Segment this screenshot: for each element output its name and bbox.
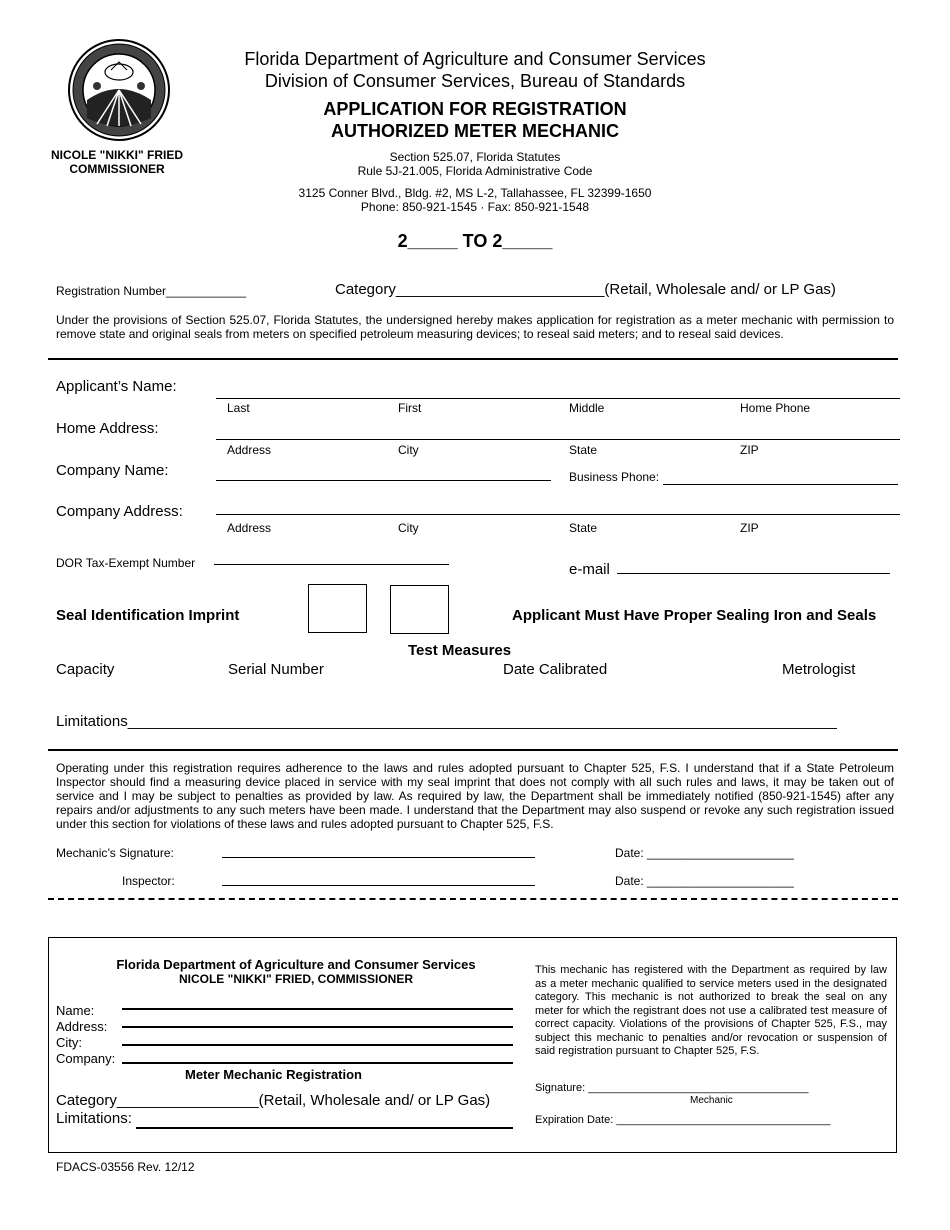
name-col-last: Last [227,401,250,415]
statute-reference: Section 525.07, Florida Statutes [389,150,561,164]
card-mechanic-caption: Mechanic [690,1095,733,1106]
col-serial-number: Serial Number [228,661,324,678]
limitations-field[interactable]: Limitations_____________________________________________________________________________________ [56,713,837,730]
commissioner-name: NICOLE "NIKKI" FRIED [50,148,184,162]
card-department: Florida Department of Agriculture and Consumer Services [116,957,476,972]
applicant-name-input[interactable] [216,379,898,397]
mechanic-signature-input[interactable] [222,840,534,858]
card-city-label: City: [56,1035,82,1050]
sealing-iron-notice: Applicant Must Have Proper Sealing Iron and Seals [512,607,877,624]
home-col-state: State [569,443,598,457]
company-name-label: Company Name: [56,462,169,479]
dor-tax-exempt-label: DOR Tax-Exempt Number [56,556,196,570]
business-phone-line [663,484,898,485]
test-measures-title: Test Measures [408,642,512,659]
home-col-city: City [398,443,419,457]
mailing-address: 3125 Conner Blvd., Bldg. #2, MS L-2, Tallahassee, FL 32399-1650 [298,186,652,200]
card-name-input[interactable] [122,990,512,1008]
inspector-signature-input[interactable] [222,868,534,886]
inspector-label: Inspector: [122,874,175,888]
col-capacity: Capacity [56,661,115,678]
email-line [617,573,890,574]
card-limitations-line [136,1127,513,1129]
contact-phone: Phone: 850-921-1545 · Fax: 850-921-1548 [360,200,590,214]
mechanic-signature-line [222,857,535,858]
card-company-line [122,1062,513,1064]
company-address-line [216,514,900,515]
seal-imprint-label: Seal Identification Imprint [56,607,240,624]
home-address-input[interactable] [216,421,898,439]
inspector-date-field[interactable]: Date: ______________________ [615,874,794,888]
name-col-first: First [398,401,422,415]
card-company-input[interactable] [122,1045,512,1063]
card-statement: This mechanic has registered with the Department as required by law as a meter mechanic qualified to service meters used in the designated category. This mechanic is not authorized to break the seal on any meter for which the registrant does not use a calibrated test measure of correct capacity. Violations of the provisions of Chapter 525, F.S., may subject this mechanic to penalties and/or revocation or suspension of said registration pursuant to Chapter 525, F.S. [535,964,887,1057]
company-name-line [216,480,551,481]
company-col-city: City [398,521,419,535]
state-seal-icon [67,38,171,142]
form-title-line1: APPLICATION FOR REGISTRATION [323,99,627,119]
card-name-label: Name: [56,1003,95,1018]
home-col-zip: ZIP [740,443,759,457]
card-city-input[interactable] [122,1027,512,1045]
registration-number-field[interactable]: Registration Number____________ [56,284,247,298]
company-address-input[interactable] [216,496,898,514]
rule-reference: Rule 5J-21.005, Florida Administrative Code [357,164,593,178]
company-address-label: Company Address: [56,503,183,520]
card-limitations-input[interactable] [136,1110,512,1128]
seal-imprint-box-1[interactable] [308,584,367,633]
commissioner-title: COMMISSIONER [69,162,165,176]
business-phone-input[interactable] [663,467,897,485]
home-address-label: Home Address: [56,420,159,437]
section-divider [48,358,898,360]
home-address-line [216,439,900,440]
company-name-input[interactable] [216,462,550,480]
business-phone-label: Business Phone: [569,470,660,484]
department-name: Florida Department of Agriculture and Consumer Services [244,49,706,69]
col-date-calibrated: Date Calibrated [503,661,608,678]
registration-period: 2_____ TO 2_____ [397,231,553,251]
mechanic-date-field[interactable]: Date: ______________________ [615,846,794,860]
name-col-home-phone: Home Phone [740,401,811,415]
seal-imprint-box-2[interactable] [390,585,449,634]
card-limitations-label: Limitations: [56,1110,132,1127]
division-name: Division of Consumer Services, Bureau of Standards [264,71,686,91]
category-field[interactable]: Category_________________________(Retail, Wholesale and/ or LP Gas) [335,281,836,298]
company-col-address: Address [227,521,272,535]
inspector-signature-line [222,885,535,886]
mechanic-signature-label: Mechanic’s Signature: [56,846,174,860]
card-registration-title: Meter Mechanic Registration [185,1067,362,1082]
name-col-middle: Middle [569,401,605,415]
card-company-label: Company: [56,1051,116,1066]
form-number: FDACS-03556 Rev. 12/12 [56,1160,195,1174]
applicant-name-label: Applicant’s Name: [56,378,177,395]
cut-line [48,898,898,900]
home-col-address: Address [227,443,272,457]
company-col-state: State [569,521,598,535]
card-address-label: Address: [56,1019,108,1034]
email-input[interactable] [617,555,889,573]
applicant-name-line [216,398,900,399]
form-title-line2: AUTHORIZED METER MECHANIC [331,121,619,141]
company-col-zip: ZIP [740,521,759,535]
agreement-paragraph: Operating under this registration requires adherence to the laws and rules adopted pursuant to Chapter 525, F.S. I understand that if a State Petroleum Inspector should find a measuring device placed in service with my seal imprint that does not comply with all such rules and laws, it may be taken out of service and I may be subject to penalties as provided by law. As required by law, the Department shall be immediately notified (850-921-1545) after any repairs and/or adjustments to any such meters have been made. I understand that the Department may also suspend or revoke any such registration issued under this section for violations of these laws and rules adopted pursuant to Chapter 525, F.S. [56,761,894,831]
dor-tax-exempt-line [214,564,449,565]
section-divider-2 [48,749,898,751]
col-metrologist: Metrologist [782,661,856,678]
intro-paragraph: Under the provisions of Section 525.07, Florida Statutes, the undersigned hereby makes application for registration as a meter mechanic with permission to remove state and original seals from meters on specified petroleum measuring devices; to reseal said meters; and to reseal said devices. [56,313,894,341]
card-signature-field[interactable]: Signature: ____________________________________ [535,1082,809,1094]
card-address-input[interactable] [122,1009,512,1027]
dor-tax-exempt-input[interactable] [214,547,448,565]
card-expiration-field[interactable]: Expiration Date: ___________________________________ [535,1114,831,1126]
card-category-field[interactable]: Category_________________(Retail, Wholesale and/ or LP Gas) [56,1092,491,1109]
email-label: e-mail [569,561,610,578]
card-commissioner: NICOLE "NIKKI" FRIED, COMMISSIONER [178,972,414,986]
